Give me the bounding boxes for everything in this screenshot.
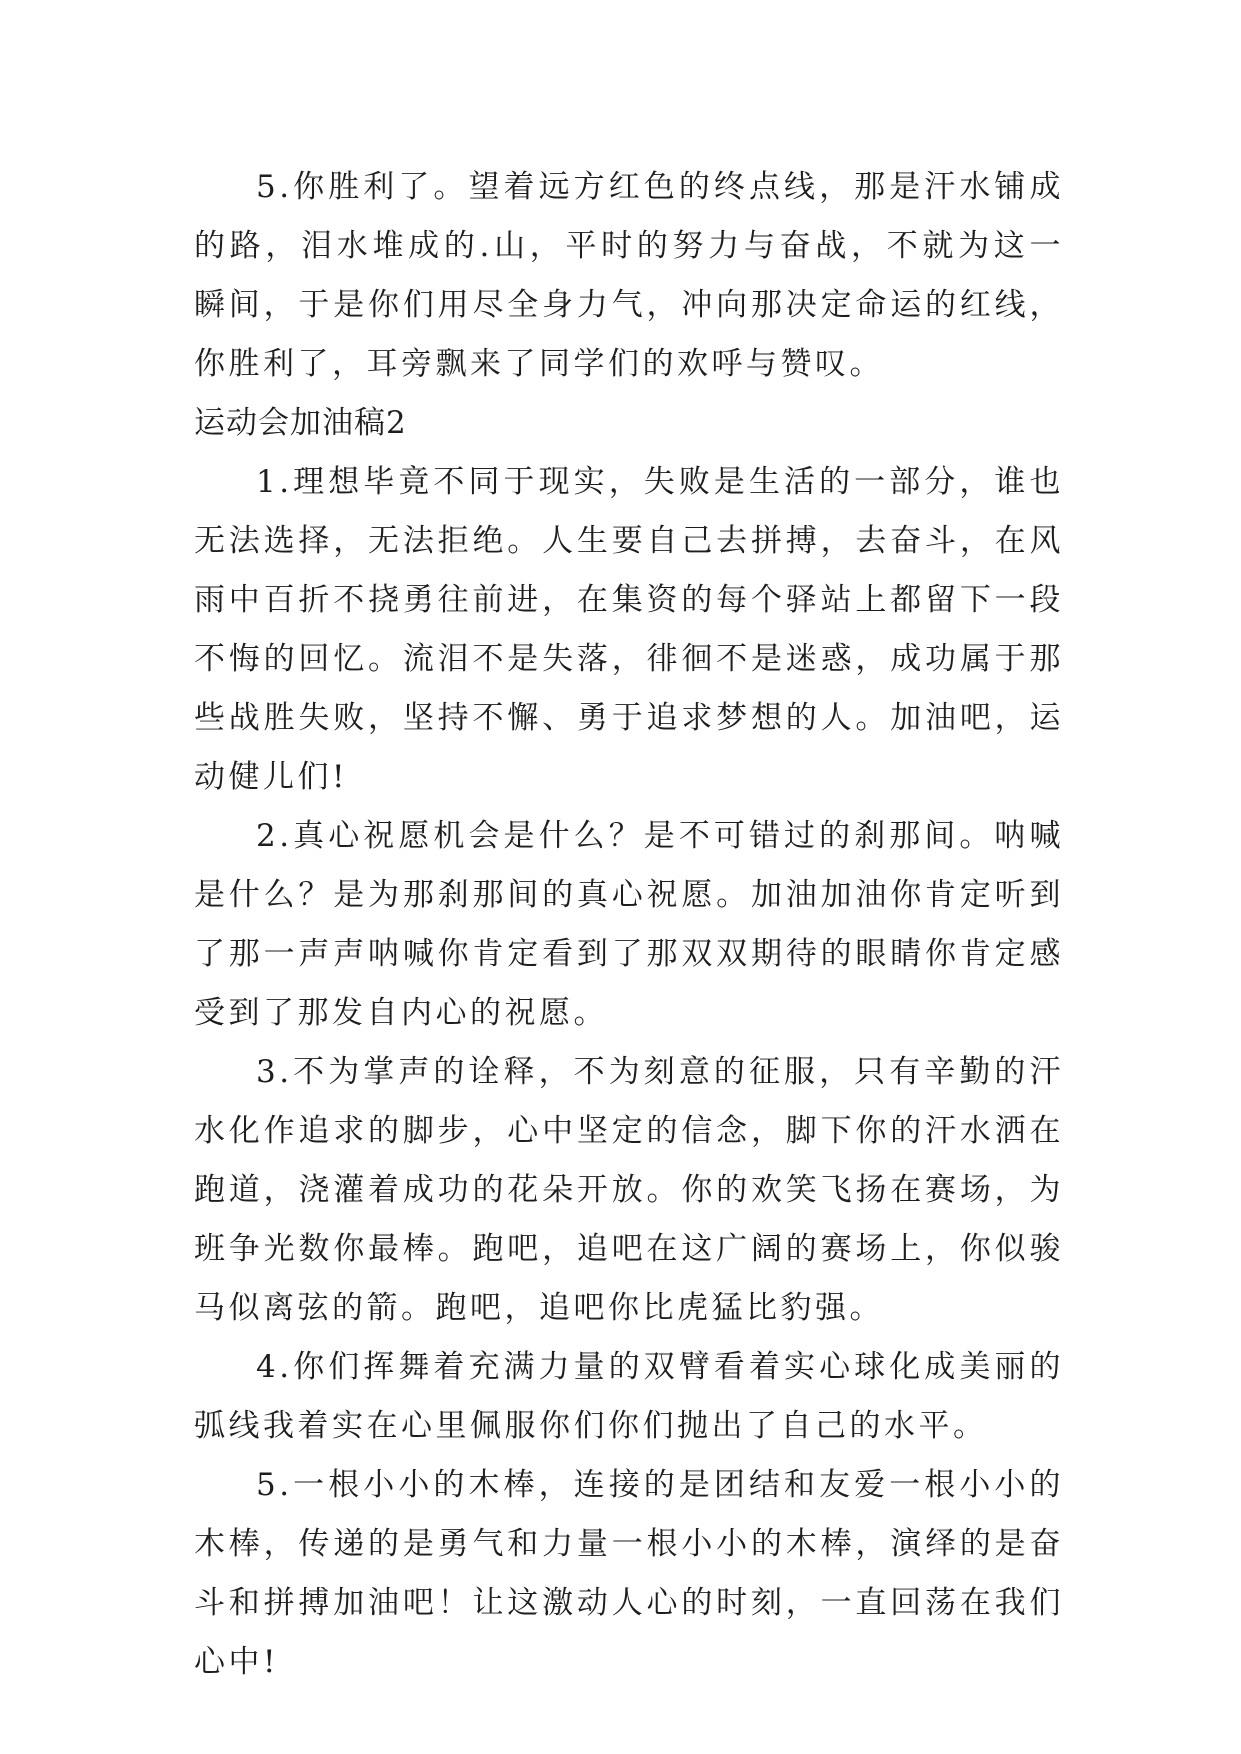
section-heading: 运动会加油稿2: [194, 405, 407, 441]
paragraph-4: 4.你们挥舞着充满力量的双臂看着实心球化成美丽的弧线我着实在心里佩服你们你们抛出了自己的水平。: [194, 1349, 1064, 1444]
document-body: [194, 158, 1064, 1692]
paragraph-5-victory: 5.你胜利了。望着远方红色的终点线，那是汗水铺成的路，泪水堆成的.山，平时的努力与奋战，不就为这一瞬间，于是你们用尽全身力气，冲向那决定命运的红线，你胜利了，耳旁飘来了同学们的欢呼与赞叹。: [194, 169, 1064, 382]
paragraph-5: 5.一根小小的木棒，连接的是团结和友爱一根小小的木棒，传递的是勇气和力量一根小小的木棒，演绎的是奋斗和拼搏加油吧！让这激动人心的时刻，一直回荡在我们心中!: [194, 1467, 1064, 1680]
paragraph-1: 1.理想毕竟不同于现实，失败是生活的一部分，谁也无法选择，无法拒绝。人生要自己去拼搏，去奋斗，在风雨中百折不挠勇往前进，在集资的每个驿站上都留下一段不悔的回忆。流泪不是失落，徘徊不是迷惑，成功属于那些战胜失败，坚持不懈、勇于追求梦想的人。加油吧，运动健儿们!: [194, 464, 1064, 795]
paragraph-3: 3.不为掌声的诠释，不为刻意的征服，只有辛勤的汗水化作追求的脚步，心中坚定的信念，脚下你的汗水洒在跑道，浇灌着成功的花朵开放。你的欢笑飞扬在赛场，为班争光数你最棒。跑吧，追吧在这广阔的赛场上，你似骏马似离弦的箭。跑吧，追吧你比虎猛比豹强。: [194, 1054, 1064, 1326]
paragraph-2: 2.真心祝愿机会是什么？是不可错过的刹那间。呐喊是什么？是为那刹那间的真心祝愿。加油加油你肯定听到了那一声声呐喊你肯定看到了那双双期待的眼睛你肯定感受到了那发自内心的祝愿。: [194, 818, 1064, 1031]
